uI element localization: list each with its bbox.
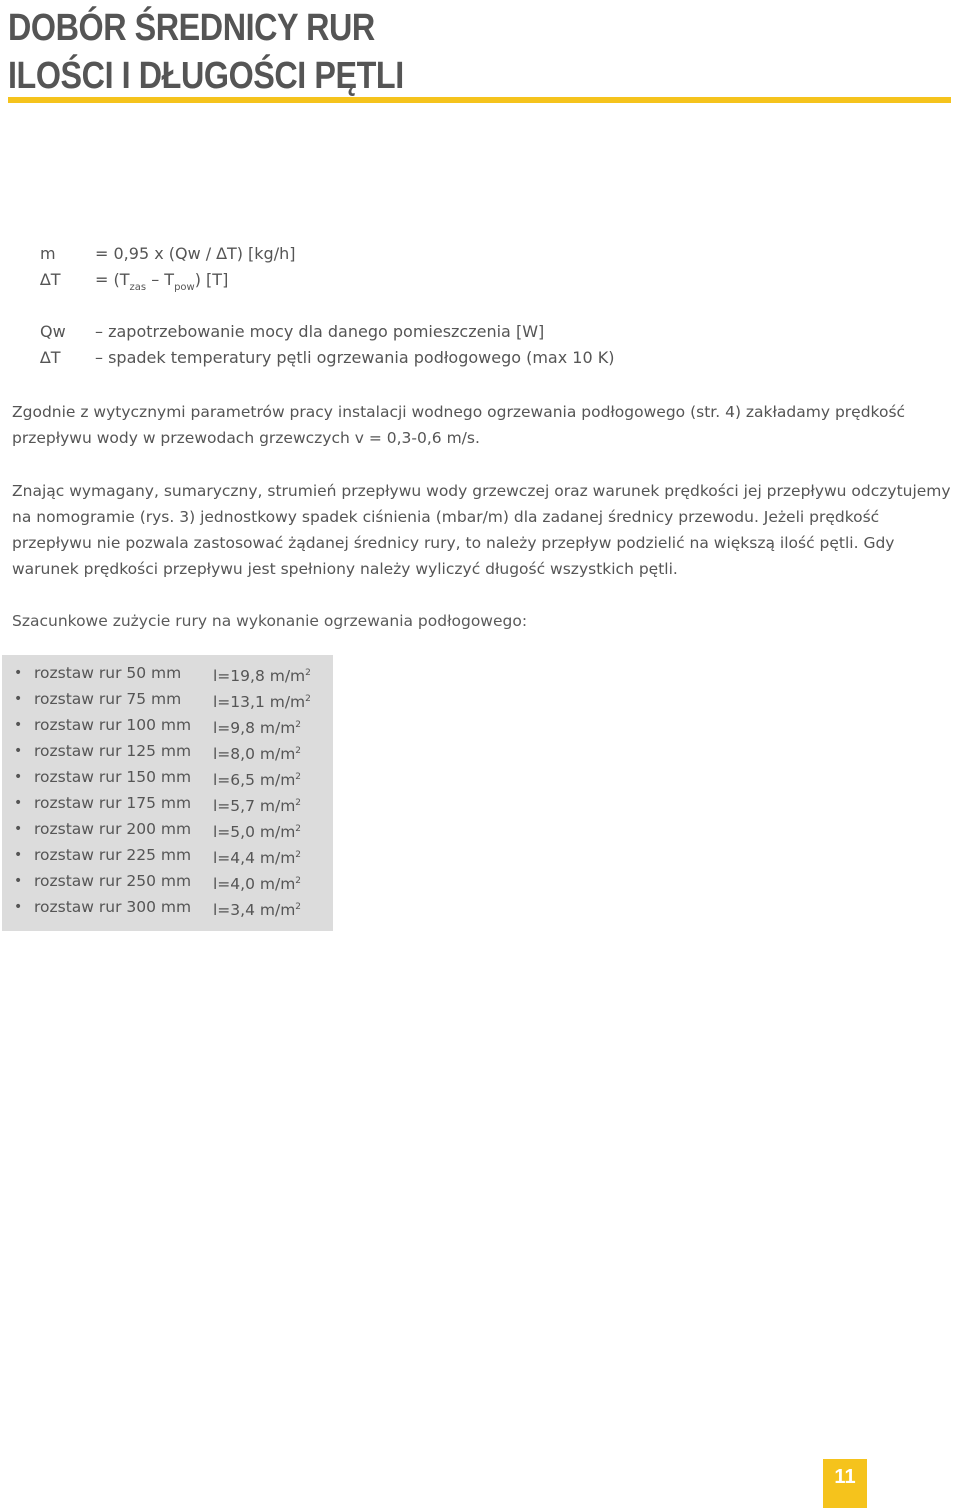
pipe-spacing: rozstaw rur 225 mm (34, 846, 192, 864)
definition-text-qw: – zapotrzebowanie mocy dla danego pomieszczenia [W] (95, 322, 545, 341)
pipe-spacing: rozstaw rur 50 mm (34, 664, 182, 682)
bullet-icon: • (14, 717, 23, 733)
formula-mass-flow (0, 244, 600, 268)
formula-symbol-delta-t: ∆T (40, 270, 61, 289)
pipe-spacing: rozstaw rur 100 mm (34, 716, 192, 734)
page-title (8, 4, 404, 100)
definition-symbol-qw: Qw (40, 322, 66, 341)
bullet-icon: • (14, 873, 23, 889)
bullet-icon: • (14, 665, 23, 681)
definition-symbol-delta-t: ∆T (40, 348, 61, 367)
formula-delta-t (0, 270, 600, 298)
pipe-spacing: rozstaw rur 125 mm (34, 742, 192, 760)
pipe-spacing: rozstaw rur 250 mm (34, 872, 192, 890)
pipe-length: l=5,7 $m/m^2$ (213, 797, 302, 815)
pipe-spacing: rozstaw rur 175 mm (34, 794, 192, 812)
title-underline (8, 97, 951, 103)
pipe-length: l=5,0 $m/m^2$ (213, 823, 302, 841)
bullet-icon: • (14, 769, 23, 785)
pipe-length: l=6,5 $m/m^2$ (213, 771, 302, 789)
title-line-1: DOBÓR ŚREDNICY RUR (8, 7, 375, 49)
definition-delta-t (0, 348, 700, 372)
pipe-spacing: rozstaw rur 200 mm (34, 820, 192, 838)
formula-symbol-m: m (40, 244, 56, 263)
pipe-length: l=3,4 $m/m^2$ (213, 901, 302, 919)
bullet-icon: • (14, 795, 23, 811)
definition-text-delta-t: – spadek temperatury pętli ogrzewania podłogowego (max 10 K) (95, 348, 615, 367)
pipe-length: l=4,0 $m/m^2$ (213, 875, 302, 893)
pipe-length: l=4,4 $m/m^2$ (213, 849, 302, 867)
bullet-icon: • (14, 691, 23, 707)
pipe-spacing: rozstaw rur 150 mm (34, 768, 192, 786)
paragraph-velocity: Zgodnie z wytycznymi parametrów pracy instalacji wodnego ogrzewania podłogowego (str. 4) zakładamy prędkość przepływu wody w przewodach grzewczych v = 0,3-0,6 m/s. (12, 403, 906, 447)
bullet-icon: • (14, 743, 23, 759)
pipe-length: l=13,1 $m/m^2$ (213, 693, 311, 711)
page-number: 11 (823, 1459, 867, 1508)
bullet-icon: • (14, 847, 23, 863)
title-line-2: ILOŚCI I DŁUGOŚCI PĘTLI (8, 55, 404, 97)
pipe-usage-table (2, 655, 333, 931)
pipe-length: l=19,8 $m/m^2$ (213, 667, 311, 685)
pipe-spacing: rozstaw rur 300 mm (34, 898, 192, 916)
pipe-spacing: rozstaw rur 75 mm (34, 690, 182, 708)
definition-qw (0, 322, 700, 346)
formula-expression-m: = 0,95 x (Qw / ∆T) [kg/h] (95, 244, 296, 263)
pipe-length: l=8,0 $m/m^2$ (213, 745, 302, 763)
bullet-icon: • (14, 821, 23, 837)
pipe-length: l=9,8 $m/m^2$ (213, 719, 302, 737)
formula-expression-delta-t: = $(T_{zas} - T_{pow})$ [T] (95, 270, 229, 293)
paragraph-usage-intro: Szacunkowe zużycie rury na wykonanie ogrzewania podłogowego: (12, 612, 528, 630)
paragraph-nomogram: Znając wymagany, sumaryczny, strumień przepływu wody grzewczej oraz warunek prędkości jej przepływu odczytujemy na nomogramie (rys. 3) jednostkowy spadek ciśnienia (mbar/m) dla zadanej średnicy przewodu. Jeżeli prędkość przepływu nie pozwala zastosować żądanej średnicy rury, to należy przepływ podzielić na większą ilość pętli. Gdy warunek prędkości przepływu jest spełniony należy wyliczyć długość wszystkich pętli. (12, 482, 951, 578)
bullet-icon: • (14, 899, 23, 915)
